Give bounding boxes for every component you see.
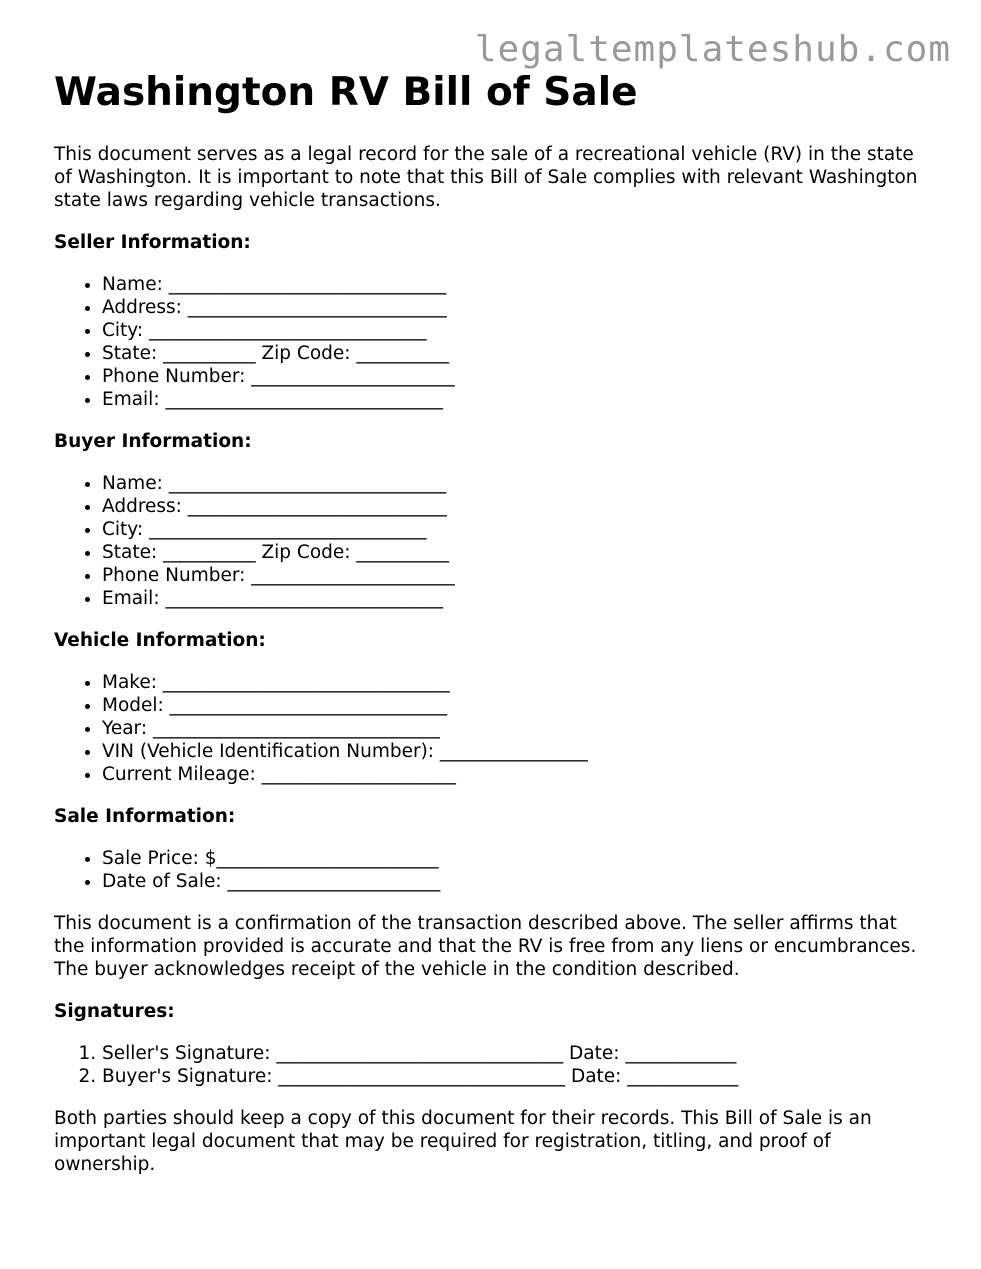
watermark: legaltemplateshub.com [474,29,951,70]
seller-signature-field: 1. Seller's Signature: _______________________________ Date: ____________ [102,1042,929,1065]
seller-name-field: • Name: ______________________________ [102,273,929,296]
vehicle-heading: Vehicle Information: [54,630,266,651]
seller-email-field: • Email: ______________________________ [102,388,929,411]
signatures-heading: Signatures: [54,1001,175,1022]
intro-paragraph: This document serves as a legal record for the sale of a recreational vehicle (RV) in the state of Washington. It is important to note that this Bill of Sale complies with relevant Washington state laws regarding vehicle transactions. [54,144,918,211]
buyer-list [54,472,929,610]
sale-list [54,847,929,893]
seller-address-field: • Address: ____________________________ [102,296,929,319]
vehicle-vin-field: • VIN (Vehicle Identification Number): ________________ [102,740,929,763]
buyer-city-field: • City: ______________________________ [102,518,929,541]
seller-list [54,273,929,411]
buyer-phone-field: • Phone Number: ______________________ [102,564,929,587]
buyer-state-zip-field: • State: __________ Zip Code: __________ [102,541,929,564]
signatures-list [54,1042,929,1088]
buyer-name-field: • Name: ______________________________ [102,472,929,495]
vehicle-year-field: • Year: _______________________________ [102,717,929,740]
vehicle-make-field: • Make: _______________________________ [102,671,929,694]
vehicle-list [54,671,929,786]
buyer-heading: Buyer Information: [54,431,252,452]
seller-city-field: • City: ______________________________ [102,319,929,342]
vehicle-model-field: • Model: ______________________________ [102,694,929,717]
closing-paragraph: Both parties should keep a copy of this document for their records. This Bill of Sale is an important legal document that may be required for registration, titling, and proof of ownership. [54,1108,872,1175]
seller-heading: Seller Information: [54,232,251,253]
buyer-address-field: • Address: ____________________________ [102,495,929,518]
sale-date-field: • Date of Sale: _______________________ [102,870,929,893]
document-body [54,70,929,1195]
seller-phone-field: • Phone Number: ______________________ [102,365,929,388]
sale-heading: Sale Information: [54,806,236,827]
buyer-email-field: • Email: ______________________________ [102,587,929,610]
confirmation-paragraph: This document is a confirmation of the transaction described above. The seller affirms that the information provided is accurate and that the RV is free from any liens or encumbrances. The buyer acknowledges receipt of the vehicle in the condition described. [54,913,917,980]
buyer-signature-field: 2. Buyer's Signature: _______________________________ Date: ____________ [102,1065,929,1088]
seller-state-zip-field: • State: __________ Zip Code: __________ [102,342,929,365]
sale-price-field: • Sale Price: $________________________ [102,847,929,870]
page-title: Washington RV Bill of Sale [54,70,638,115]
vehicle-mileage-field: • Current Mileage: _____________________ [102,763,929,786]
